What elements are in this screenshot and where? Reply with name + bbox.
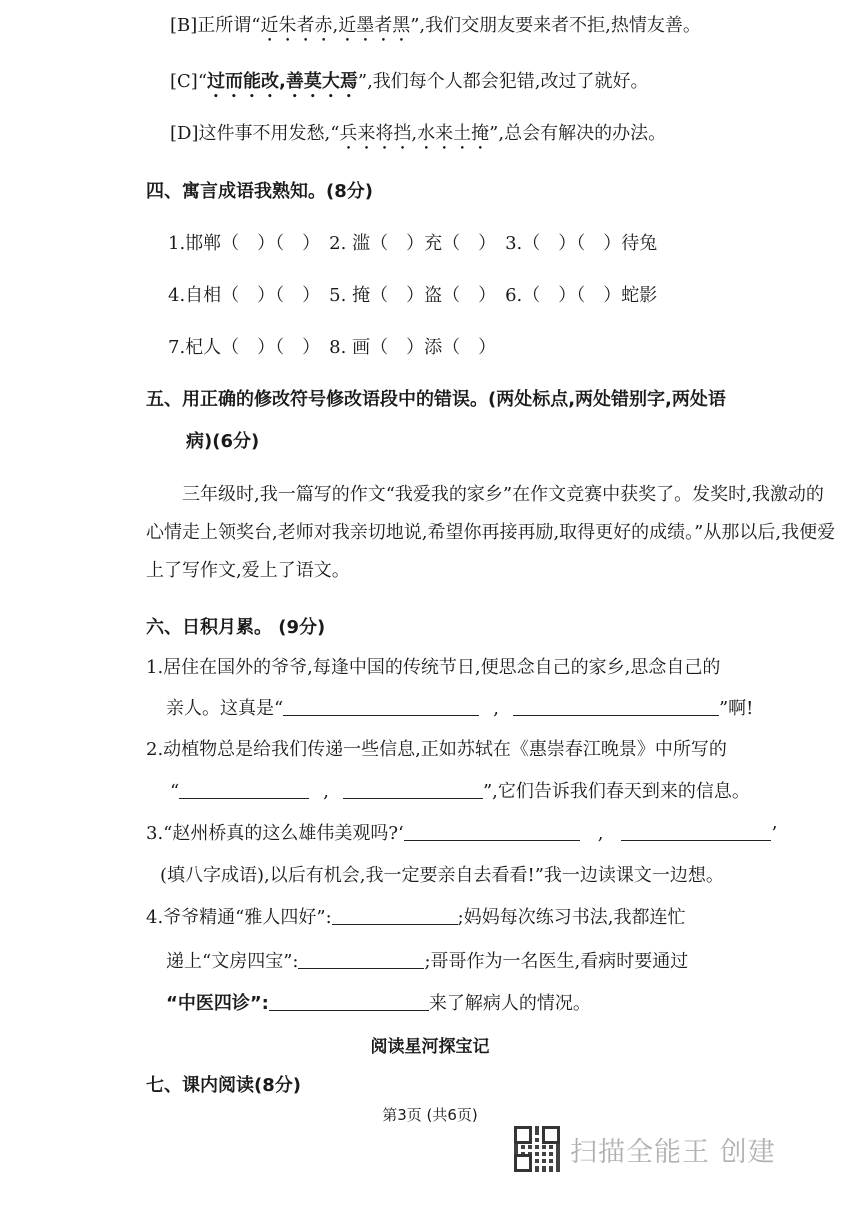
- q1-end: ”啊!: [718, 698, 754, 719]
- q4-line3: [166, 992, 591, 1016]
- q4-line3-prefix: “中医四诊”:: [166, 993, 269, 1014]
- q4-line2-prefix: 递上“文房四宝”:: [166, 951, 299, 972]
- q3-comma: ,: [597, 823, 604, 844]
- q2-open-quote: “: [170, 781, 180, 802]
- q1-comma: ,: [493, 698, 499, 719]
- q2-comma: ,: [323, 781, 329, 802]
- idiom-row-2: 4.自相（ ）（ ） 5. 掩（ ）盗（ ） 6.（ ）（ ）蛇影: [168, 285, 658, 306]
- watermark-text: 扫描全能王 创建: [570, 1136, 776, 1168]
- idiom-row-3: 7.杞人（ ）（ ） 8. 画（ ）添（ ）: [168, 337, 497, 358]
- q1-blank-2[interactable]: [513, 697, 719, 716]
- q4-blank-1[interactable]: [332, 906, 458, 925]
- option-b-quote: 近朱者赤,近墨者黑: [260, 15, 411, 36]
- correction-paragraph: 三年级时,我一篇写的作文“我爱我的家乡”在作文竞赛中获奖了。发奖时,我激动的心情走上领奖台,老师对我亲切地说,希望你再接再励,取得更好的成绩。”从那以后,我便爱上了写作文,爱上了语文。: [146, 484, 836, 581]
- q2-line1: 2.动植物总是给我们传递一些信息,正如苏轼在《惠崇春江晚景》中所写的: [146, 739, 727, 760]
- q4-line2-mid: ;哥哥作为一名医生,看病时要通过: [424, 951, 689, 972]
- q4-prefix: 4.爷爷精通“雅人四好”:: [146, 907, 332, 928]
- section5-heading-line2: 病)(6分): [186, 431, 260, 452]
- q3-prefix: 3.“赵州桥真的这么雄伟美观吗?‘: [146, 823, 404, 844]
- idiom-row-1: 1.邯郸（ ）（ ） 2. 滥（ ）充（ ） 3.（ ）（ ）待兔: [168, 233, 658, 254]
- q2-blank-1[interactable]: [179, 780, 309, 799]
- q3-line1: [146, 822, 777, 846]
- q1-line2: [166, 697, 753, 721]
- q4-line1: [146, 906, 685, 930]
- q4-blank-3[interactable]: [269, 992, 429, 1011]
- q1-prefix: 亲人。这真是“: [166, 698, 284, 719]
- option-c-prefix: [C]: [170, 71, 198, 92]
- q3-blank-1[interactable]: [404, 822, 580, 841]
- section6-heading: 六、日积月累。 (9分): [146, 617, 326, 638]
- q2-end: ”,它们告诉我们春天到来的信息。: [482, 781, 750, 802]
- section4-heading: 四、寓言成语我熟知。(8分): [146, 181, 373, 202]
- option-b-text: ,我们交朋友要来者不拒,热情友善。: [419, 15, 701, 36]
- option-c-quote: 过而能改,善莫大焉: [207, 71, 358, 92]
- qr-code-icon: [514, 1126, 560, 1172]
- q4-line3-end: 来了解病人的情况。: [428, 993, 591, 1014]
- q1-line1: 1.居住在国外的爷爷,每逢中国的传统节日,便思念自己的家乡,思念自己的: [146, 657, 721, 678]
- q1-blank-1[interactable]: [283, 697, 479, 716]
- q4-line2: [166, 950, 688, 974]
- q4-blank-2[interactable]: [298, 950, 424, 969]
- option-d: [D]这件事不用发愁,“兵来将挡,水来土掩”,总会有解决的办法。: [170, 123, 667, 144]
- option-b-prefix: [B]正所谓: [170, 15, 252, 36]
- reading-title: 阅读星河探宝记: [370, 1037, 490, 1057]
- q4-mid: ;妈妈每次练习书法,我都连忙: [457, 907, 686, 928]
- section7-heading: 七、课内阅读(8分): [146, 1075, 301, 1096]
- q3-end: ’: [771, 823, 778, 844]
- option-b: [B]正所谓“近朱者赤,近墨者黑”,我们交朋友要来者不拒,热情友善。: [170, 15, 701, 36]
- option-d-prefix: [D]这件事不用发愁,: [170, 123, 331, 144]
- q2-blank-2[interactable]: [343, 780, 483, 799]
- section5-heading-line1: 五、用正确的修改符号修改语段中的错误。(两处标点,两处错别字,两处语: [146, 389, 726, 410]
- option-d-text: ,总会有解决的办法。: [498, 123, 667, 144]
- scanner-watermark: [514, 1126, 776, 1172]
- q3-blank-2[interactable]: [621, 822, 771, 841]
- option-c: [C]“过而能改,善莫大焉”,我们每个人都会犯错,改过了就好。: [170, 71, 649, 92]
- option-c-text: ,我们每个人都会犯错,改过了就好。: [367, 71, 649, 92]
- page-number: 第3页 (共6页): [382, 1106, 478, 1124]
- q3-line2: (填八字成语),以后有机会,我一定要亲自去看看!”我一边读课文一边想。: [160, 865, 724, 886]
- q2-line2: [170, 780, 750, 804]
- option-d-quote: 兵来将挡,水来土掩: [339, 123, 490, 144]
